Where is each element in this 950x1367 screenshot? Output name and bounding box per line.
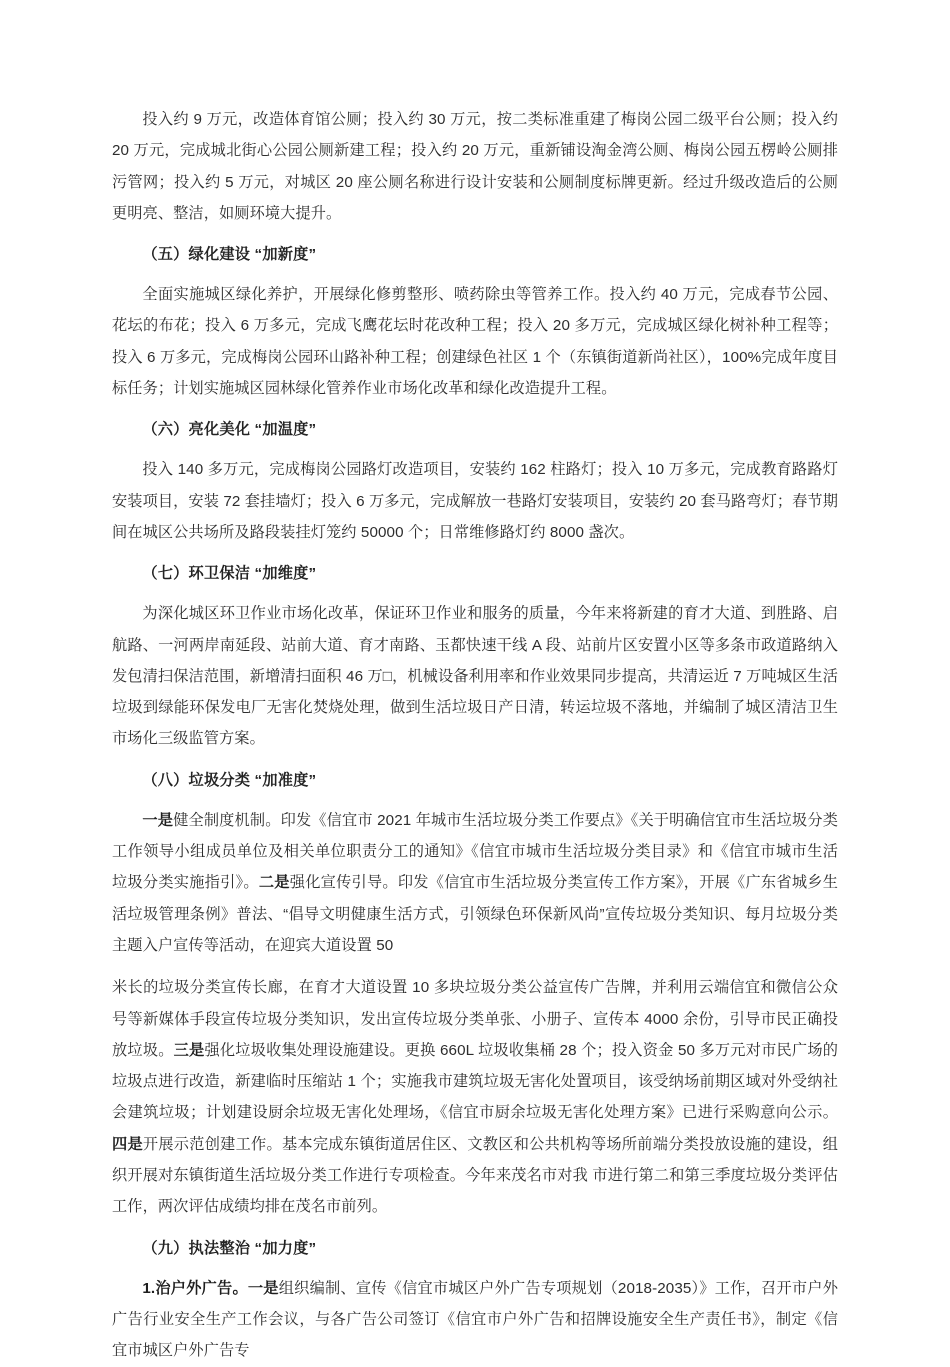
emphasis-run: 二是	[258, 874, 290, 892]
emphasis-run: 四是	[112, 1135, 143, 1153]
text-run: 强化宣传引导。印发《信宜市生活垃圾分类宣传工作方案》，开展《广东省城乡生活垃圾管理条例》普法、“倡导文明健康生活方式，引领绿色环保新风尚”宣传垃圾分类知识、每月垃圾分类主题入户宣传等活动，在迎宾大道设置 50	[112, 874, 839, 954]
paragraph-greening: 全面实施城区绿化养护，开展绿化修剪整形、喷药除虫等管养工作。投入约 40 万元，完成春节公园、花坛的布花；投入 6 万多元，完成飞鹰花坛时花改种工程；投入 20 多万元，完成城区绿化树补种工程等；投入 6 万多元，完成梅岗公园环山路补种工程；创建绿色社区 1 个（东镇街道新尚社区），100%完成年度目标任务；计划实施城区园林绿化管养作业市场化改革和绿化改造提升工程。	[112, 286, 838, 398]
emphasis-run: 1.治户外广告。一是	[142, 1279, 279, 1297]
text-run: 开展示范创建工作。基本完成东镇街道居住区、文教区和公共机构等场所前端分类投放设施的建设，组织开展对东镇街道生活垃圾分类工作进行专项检查。今年来茂名市对我 市进行第二和第三季度垃圾分类评估工作，两次评估成绩均排在茂名市前列。	[112, 1135, 839, 1216]
section-heading-five-greening: （五）绿化建设 “加新度”	[142, 246, 317, 264]
paragraph-outdoor-advertising	[112, 1273, 838, 1367]
emphasis-run: 一是	[142, 811, 174, 829]
paragraph-waste-sorting-part2	[112, 972, 838, 1222]
text-run: 健全制度机制。印发《信宜市 2021 年城市生活垃圾分类工作要点》《关于明确信宜市生活垃圾分类工作领导小组成员单位及相关单位职责分工的通知》《信宜市城市生活垃圾分类目录》和《信宜市城市生活垃圾分类实施指引》。	[112, 811, 839, 892]
text-run: 米长的垃圾分类宣传长廊，在育才大道设置 10 多块垃圾分类公益宣传广告牌，并利用云端信宜和微信公众号等新媒体手段宣传垃圾分类知识，发出宣传垃圾分类单张、小册子、宣传本 4000 余份，引导市民正确投放垃圾。	[112, 979, 838, 1059]
section-heading-seven-sanitation: （七）环卫保洁 “加维度”	[142, 565, 317, 583]
text-run: 强化垃圾收集处理设施建设。更换 660L 垃圾收集桶 28 个；投入资金 50 多万元对市民广场的垃圾点进行改造，新建临时压缩站 1 个；实施我市建筑垃圾无害化处置项目，该受纳场前期区域对外受纳社会建筑垃圾；计划建设厨余垃圾无害化处理场，《信宜市厨余垃圾无害化处理方案》已进行采购意向公示。	[112, 1041, 839, 1122]
paragraph-waste-sorting-part1	[112, 805, 838, 961]
section-heading-nine-enforcement: （九）执法整治 “加力度”	[142, 1239, 317, 1257]
section-heading-six-lighting: （六）亮化美化 “加温度”	[142, 421, 317, 439]
emphasis-run: 三是	[173, 1041, 205, 1059]
paragraph-public-toilets: 投入约 9 万元，改造体育馆公厕；投入约 30 万元，按二类标准重建了梅岗公园二级平台公厕；投入约 20 万元，完成城北街心公园公厕新建工程；投入约 20 万元，重新铺设淘金湾公厕、梅岗公园五楞岭公厕排污管网；投入约 5 万元，对城区 20 座公厕名称进行设计安装和公厕制度标牌更新。经过升级改造后的公厕更明亮、整洁，如厕环境大提升。	[112, 111, 838, 222]
text-run: 组织编制、宣传《信宜市城区户外广告专项规划（2018-2035）》工作，召开市户外广告行业安全生产工作会议，与各广告公司签订《信宜市户外广告和招牌设施安全生产责任书》，制定《信宜市城区户外广告专	[112, 1279, 838, 1360]
paragraph-lighting: 投入 140 多万元，完成梅岗公园路灯改造项目，安装约 162 柱路灯；投入 10 万多元，完成教育路路灯安装项目，安装 72 套挂墙灯；投入 6 万多元，完成解放一巷路灯安装项目，安装约 20 套马路弯灯；春节期间在城区公共场所及路段装挂灯笼约 50000 个；日常维修路灯约 8000 盏次。	[112, 461, 839, 541]
document-body	[112, 104, 838, 1367]
paragraph-sanitation: 为深化城区环卫作业市场化改革，保证环卫作业和服务的质量，今年来将新建的育才大道、到胜路、启航路、一河两岸南延段、站前大道、育才南路、玉都快速干线 A 段、站前片区安置小区等多条市政道路纳入发包清扫保洁范围，新增清扫面积 46 万□，机械设备利用率和作业效果同步提高，共清运近 7 万吨城区生活垃圾到绿能环保发电厂无害化焚烧处理，做到生活垃圾日产日清，转运垃圾不落地，并编制了城区清洁卫生市场化三级监管方案。	[112, 605, 838, 748]
section-heading-eight-waste-sorting: （八）垃圾分类 “加准度”	[142, 771, 317, 789]
